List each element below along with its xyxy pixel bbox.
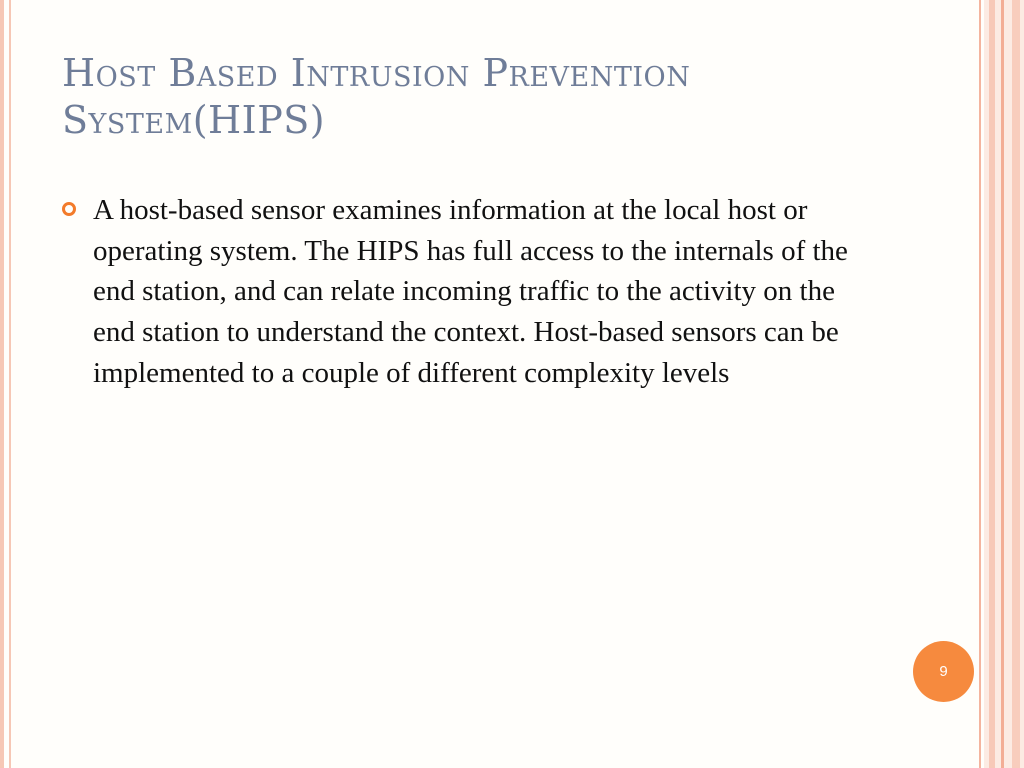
hollow-circle-bullet-icon <box>62 202 76 216</box>
right-decorative-stripe <box>979 0 981 768</box>
right-decorative-stripe <box>1001 0 1004 768</box>
page-number-badge: 9 <box>913 641 974 702</box>
right-decorative-stripe <box>1012 0 1020 768</box>
bullet-text: A host-based sensor examines information at the local host or operating system. The HIPS has full access to the internals of the end station, and can relate incoming traffic to the activity on the end station to understand the context. Host-based sensors can be implemented to a couple of different complexity levels <box>93 194 848 389</box>
left-border-stripe <box>0 0 4 768</box>
left-border-stripe-thin <box>9 0 11 768</box>
right-decorative-stripe <box>989 0 995 768</box>
slide-title: Host Based Intrusion Prevention System(HIPS) <box>62 51 691 142</box>
bullet-item <box>62 190 882 394</box>
slide-content <box>62 190 882 394</box>
